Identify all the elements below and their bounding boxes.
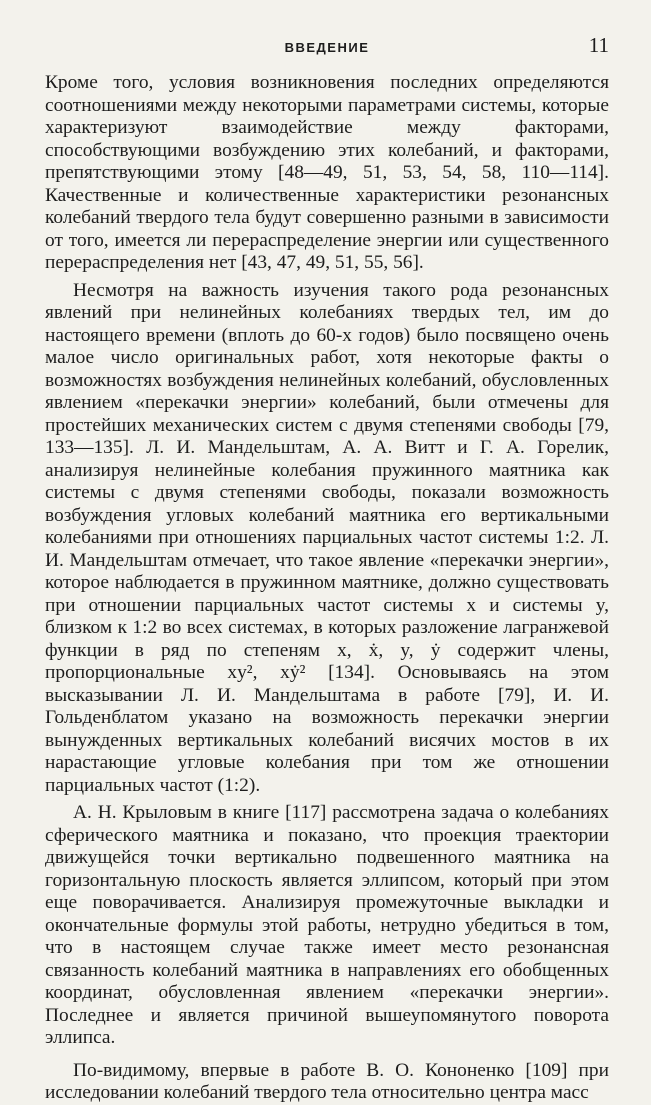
paragraph: По-видимому, впервые в работе В. О. Кононенко [109] при исследовании колебаний твердого тела относительно центра масс xyxy=(45,1059,609,1103)
body-text xyxy=(45,72,609,1105)
running-head: ВВЕДЕНИЕ xyxy=(284,40,370,55)
paragraph: А. Н. Крыловым в книге [117] рассмотрена задача о колебаниях сферического маятника и показано, что проекция траектории движущейся точки вертикально подвешенного маятника на горизонтальную плоскость является эллипсом, который при этом еще поворачивается. Анализируя промежуточные выкладки и окончательные формулы этой работы, нетрудно убедиться в том, что в настоящем случае также имеет место резонансная связанность колебаний маятника в направлениях его обобщенных координат, обусловленная явлением «перекачки энергии». Последнее и является причиной вышеупомянутого поворота эллипса. xyxy=(45,802,609,1048)
page-header xyxy=(45,30,609,64)
page-number: 11 xyxy=(588,33,609,57)
paragraph: Несмотря на важность изучения такого рода резонансных явлений при нелинейных колебаниях твердых тел, им до настоящего времени (вплоть до 60-х годов) было посвящено очень малое число оригинальных работ, хотя некоторые факты о возможностях возбуждения нелинейных колебаний, обусловленных явлением «перекачки энергии» колебаний, были отмечены для простейших механических систем с двумя степенями свободы [79, 133—135]. Л. И. Мандельштам, А. А. Витт и Г. А. Горелик, анализируя нелинейные колебания пружинного маятника как системы с двумя степенями свободы, показали возможность возбуждения угловых колебаний маятника его вертикальными колебаниями при отношениях парциальных частот системы 1:2. Л. И. Мандельштам отмечает, что такое явление «перекачки энергии», которое наблюдается в пружинном маятнике, должно существовать при отношении парциальных частот системы x и системы y, близком к 1:2 во всех системах, в которых разложение лагранжевой функции в ряд по степеням x, ẋ, y, ẏ содержит члены, пропорциональные xy², xẏ² [134]. Основываясь на этом высказывании Л. И. Мандельштама в работе [79], И. И. Гольденблатом указано на возможность перекачки энергии вынужденных вертикальных колебаний висячих мостов в их нарастающие угловые колебания при том же отношении парциальных частот (1:2). xyxy=(45,279,609,796)
paragraph-continued: Кроме того, условия возникновения последних определяются соотношениями между некоторыми параметрами системы, которые характеризуют взаимодействие между факторами, способствующими возбуждению этих колебаний, и факторами, препятствующими этому [48—49, 51, 53, 54, 58, 110—114]. Качественные и количественные характеристики резонансных колебаний твердого тела будут совершенно разными в зависимости от того, имеется ли перераспределение энергии или существенного перераспределения нет [43, 47, 49, 51, 55, 56]. xyxy=(45,72,609,273)
